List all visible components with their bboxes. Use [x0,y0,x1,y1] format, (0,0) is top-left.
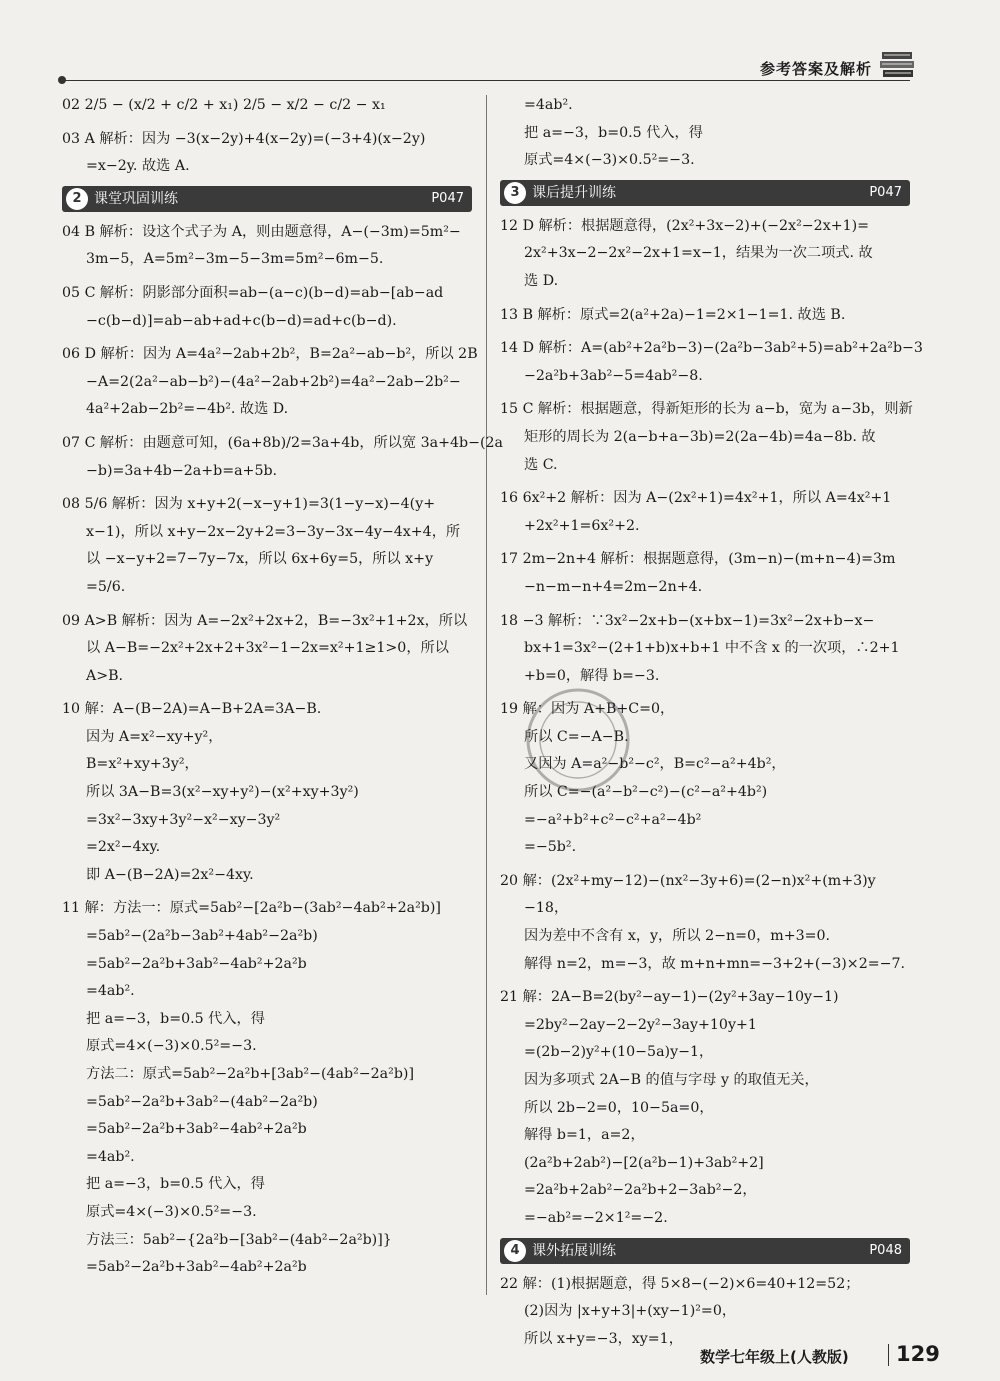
answer-text-line: 把 a=−3，b=0.5 代入，得 [524,124,703,141]
answer-text-line: A>B. [86,667,124,684]
left-column [62,92,503,1282]
books-icon [878,48,918,84]
answer-text-line: =4ab². [86,1148,135,1165]
answer-item-line: 17 2m−2n+4 解析：根据题意得，(3m−n)−(m+n−4)=3m [500,551,896,568]
answer-text-line: 原式=4×(−3)×0.5²=−3. [524,152,695,169]
answer-text-line: =3x²−3xy+3y²−x²−xy−3y² [86,811,281,828]
answer-text-line: =−ab²=−2×1²=−2. [524,1209,668,1226]
answer-text-line: 选 C. [524,456,558,473]
answer-item-line: 02 2/5 − (x/2 + c/2 + x₁) 2/5 − x/2 − c/2 − x₁ [62,97,386,113]
answer-text-line: −c(b−d)]=ab−ab+ad+c(b−d)=ad+c(b−d). [86,312,397,329]
section-code: P047 [869,184,902,200]
left-block-1 [62,92,472,181]
answer-text-line: 方法三：5ab²−{2a²b−[3ab²−(4ab²−2a²b)]} [86,1231,392,1248]
answer-item-line: 20 解：(2x²+my−12)−(nx²−3y+6)=(2−n)x²+(m+3)y [500,872,876,889]
page-number: 129 [896,1342,940,1366]
answer-text-line: 选 D. [524,272,559,289]
answer-item-line: 10 解：A−(B−2A)=A−B+2A=3A−B. [62,701,322,718]
answer-text-line: 矩形的周长为 2(a−b+a−3b)=2(2a−4b)=4a−8b. 故 [524,428,876,445]
answer-item-line: 11 解：方法一：原式=5ab²−[2a²b−(3ab²−4ab²+2a²b)] [62,900,441,917]
answer-item-line: 15 C 解析：根据题意，得新矩形的长为 a−b，宽为 a−3b，则新 [500,401,913,418]
answer-item-line: 18 −3 解析：∵3x²−2x+b−(x+bx−1)=3x²−2x+b−x− [500,612,875,629]
answer-text-line: =5/6. [86,578,126,595]
answer-item-line: 14 D 解析：A=(ab²+2a²b−3)−(2a²b−3ab²+5)=ab²+2a²b−3 [500,340,923,357]
answer-text-line: =5ab²−2a²b+3ab²−4ab²+2a²b [86,955,307,972]
section-bar-2 [62,186,472,212]
answer-text-line: bx+1=3x²−(2+1+b)x+b+1 中不含 x 的一次项，∴2+1 [524,640,900,657]
answer-text-line: −A=2(2a²−ab−b²)−(4a²−2ab+2b²)=4a²−2ab−2b²− [86,373,461,390]
answer-text-line: 解得 n=2，m=−3，故 m+n+mn=−3+2+(−3)×2=−7. [524,955,906,972]
answer-item-line: 12 D 解析：根据题意得，(2x²+3x−2)+(−2x²−2x+1)= [500,217,870,234]
answer-text-line: 因为 A=x²−xy+y²， [86,728,223,745]
answer-text-line: (2a²b+2ab²)−[2(a²b−1)+3ab²+2] [524,1154,764,1171]
answer-text-line: 又因为 A=a²−b²−c²，B=c²−a²+4b²， [524,756,786,773]
answer-text-line: +2x²+1=6x²+2. [524,517,640,534]
answer-item-line: 06 D 解析：因为 A=4a²−2ab+2b²，B=2a²−ab−b²，所以 2B [62,346,478,363]
section-number: 2 [66,188,88,210]
answer-text-line: =5ab²−2a²b+3ab²−4ab²+2a²b [86,1259,307,1276]
answer-item-line: 05 C 解析：阴影部分面积=ab−(a−c)(b−d)=ab−[ab−ad [62,284,444,301]
section-title: 课外拓展训练 [532,1242,616,1259]
answer-text-line: =(2b−2)y²+(10−5a)y−1， [524,1044,714,1061]
section-bar-4 [500,1238,910,1264]
answer-item-line: 21 解：2A−B=2(by²−ay−1)−(2y²+3ay−10y−1) [500,989,839,1006]
answer-text-line: =5ab²−(2a²b−3ab²+4ab²−2a²b) [86,928,318,945]
answer-item-line: 09 A>B 解析：因为 A=−2x²+2x+2，B=−3x²+1+2x，所以 [62,612,468,629]
answer-text-line: 所以 C=−A−B. [524,728,629,745]
answer-text-line: x−1)，所以 x+y−2x−2y+2=3−3y−3x−4y−4x+4，所 [86,523,461,540]
answer-text-line: 方法二：原式=5ab²−2a²b+[3ab²−(4ab²−2a²b)] [86,1066,414,1082]
header-rule [60,80,910,81]
answer-item-line: 08 5/6 解析：因为 x+y+2(−x−y+1)=3(1−y−x)−4(y+ [62,496,436,513]
section-code: P047 [431,190,464,206]
answer-text-line: =4ab². [524,97,573,113]
section-number: 4 [504,1240,526,1262]
answer-text-line: =x−2y. 故选 A. [86,158,190,175]
answer-text-line: B=x²+xy+3y²， [86,756,199,773]
answer-item-line: 03 A 解析：因为 −3(x−2y)+4(x−2y)=(−3+4)(x−2y) [62,130,426,147]
answer-text-line: 3m−5，A=5m²−3m−5−3m=5m²−6m−5. [86,251,384,268]
watermark-stamp [518,680,638,800]
answer-text-line: 因为多项式 2A−B 的值与字母 y 的取值无关， [524,1072,819,1088]
section-title: 课后提升训练 [532,184,616,201]
answer-text-line: =−a²+b²+c²−c²+a²−4b² [524,811,702,828]
answer-text-line: (2)因为 |x+y+3|+(xy−1)²=0， [524,1303,737,1320]
answer-item-line: 07 C 解析：由题意可知，(6a+8b)/2=3a+4b，所以宽 3a+4b−(2a [62,434,503,451]
answer-text-line: +b=0，解得 b=−3. [524,667,660,684]
answer-text-line: 因为差中不含有 x，y，所以 2−n=0，m+3=0. [524,928,831,945]
answer-text-line: =5ab²−2a²b+3ab²−4ab²+2a²b [86,1121,307,1138]
answer-text-line: =5ab²−2a²b+3ab²−(4ab²−2a²b) [86,1093,318,1110]
answer-text-line: 解得 b=1，a=2， [524,1127,645,1144]
answer-item-line: 13 B 解析：原式=2(a²+2a)−1=2×1−1=1. 故选 B. [500,306,846,323]
answer-text-line: 原式=4×(−3)×0.5²=−3. [86,1203,257,1220]
section-code: P048 [869,1242,902,1258]
answer-text-line: 2x²+3x−2−2x²−2x+1=x−1，结果为一次二项式. 故 [524,245,873,262]
answer-text-line: 所以 x+y=−3，xy=1， [524,1330,683,1347]
answer-item-line: 19 解：因为 A+B+C=0， [500,701,675,718]
answer-text-line: 以 −x−y+2=7−7y−7x，所以 6x+6y=5，所以 x+y [86,551,434,568]
answer-text-line: −18， [524,900,569,917]
answer-text-line: =−5b². [524,839,577,856]
answer-text-line: −2a²b+3ab²−5=4ab²−8. [524,367,703,384]
footer-separator [888,1344,889,1366]
answer-text-line: 把 a=−3，b=0.5 代入，得 [86,1176,265,1193]
footer-subject: 数学七年级上(人教版) [700,1348,849,1366]
right-block-3 [500,1271,910,1354]
right-block-1 [500,92,910,175]
answer-text-line: 把 a=−3，b=0.5 代入，得 [86,1010,265,1027]
answer-text-line: 所以 3A−B=3(x²−xy+y²)−(x²+xy+3y²) [86,784,359,801]
answer-item-line: 16 6x²+2 解析：因为 A−(2x²+1)=4x²+1，所以 A=4x²+1 [500,490,892,507]
answer-text-line: =4ab². [86,983,135,1000]
answer-text-line: −b)=3a+4b−2a+b=a+5b. [86,462,278,479]
section-title: 课堂巩固训练 [94,190,178,207]
section-bar-3 [500,180,910,206]
answer-item-line: 22 解：(1)根据题意，得 5×8−(−2)×6=40+12=52； [500,1275,860,1292]
answer-text-line: 4a²+2ab−2b²=−4b². 故选 D. [86,401,289,418]
section-number: 3 [504,182,526,204]
left-block-2 [62,219,503,1282]
answer-text-line: 即 A−(B−2A)=2x²−4xy. [86,866,254,883]
answer-text-line: −n−m−n+4=2m−2n+4. [524,578,703,595]
answer-text-line: 所以 2b−2=0，10−5a=0， [524,1099,714,1116]
answer-text-line: =2x²−4xy. [86,839,161,856]
answer-text-line: 所以 C=−(a²−b²−c²)−(c²−a²+4b²) [524,784,768,801]
answer-text-line: =2a²b+2ab²−2a²b+2−3ab²−2， [524,1182,757,1199]
answer-text-line: =2by²−2ay−2−2y²−3ay+10y+1 [524,1016,757,1033]
answer-text-line: 原式=4×(−3)×0.5²=−3. [86,1038,257,1055]
answer-text-line: 以 A−B=−2x²+2x+2+3x²−1−2x=x²+1≥1>0，所以 [86,640,449,657]
column-divider [486,95,487,1295]
answer-item-line: 04 B 解析：设这个式子为 A，则由题意得，A−(−3m)=5m²− [62,223,461,240]
header-title: 参考答案及解析 [760,60,873,78]
